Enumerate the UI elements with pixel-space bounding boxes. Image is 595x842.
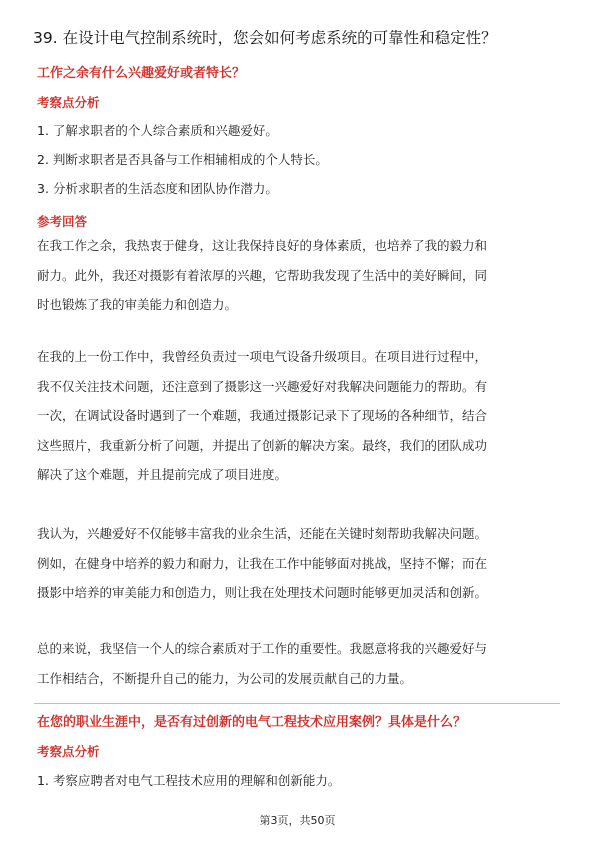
answer-paragraph	[37, 342, 557, 490]
analysis-heading: 考察点分析	[37, 95, 100, 110]
paragraph-line: 时也锻炼了我的审美能力和创造力。	[37, 297, 238, 312]
paragraph-line: 在我工作之余，我热衷于健身，这让我保持良好的身体素质，也培养了我的毅力和	[37, 238, 488, 253]
paragraph-line: 总的来说，我坚信一个人的综合素质对于工作的重要性。我愿意将我的兴趣爱好与	[37, 641, 488, 656]
analysis-item: 1. 了解求职者的个人综合素质和兴趣爱好。	[37, 123, 278, 138]
paragraph-line: 解决了这个难题，并且提前完成了项目进度。	[37, 467, 288, 482]
paragraph-line: 工作相结合，不断提升自己的能力，为公司的发展贡献自己的力量。	[37, 670, 413, 686]
paragraph-line: 这些照片，我重新分析了问题，并提出了创新的解决方案。最终，我们的团队成功	[37, 437, 488, 453]
answer-paragraph	[37, 519, 557, 608]
interview-question-hobbies: 工作之余有什么兴趣爱好或者特长？	[37, 66, 246, 81]
section-divider	[34, 703, 560, 704]
analysis-item: 1. 考察应聘者对电气工程技术应用的理解和创新能力。	[37, 773, 341, 788]
paragraph-line: 我不仅关注技术问题，还注意到了摄影这一兴趣爱好对我解决问题能力的帮助。有	[37, 378, 488, 394]
interview-question-innovation: 在您的职业生涯中，是否有过创新的电气工程技术应用案例？具体是什么？	[37, 715, 467, 730]
analysis-item: 3. 分析求职者的生活态度和团队协作潜力。	[37, 181, 278, 196]
page-number: 第3页，共50页	[259, 814, 336, 827]
paragraph-line: 我认为，兴趣爱好不仅能够丰富我的业余生活，还能在关键时刻帮助我解决问题。	[37, 526, 488, 541]
answer-paragraph	[37, 231, 557, 320]
analysis-heading: 考察点分析	[37, 744, 100, 759]
paragraph-line: 一次，在调试设备时遇到了一个难题，我通过摄影记录下了现场的各种细节，结合	[37, 408, 488, 423]
paragraph-line: 例如，在健身中培养的毅力和耐力，让我在工作中能够面对挑战，坚持不懈；而在	[37, 555, 488, 571]
analysis-item: 2. 判断求职者是否具备与工作相辅相成的个人特长。	[37, 152, 328, 167]
paragraph-line: 摄影中培养的审美能力和创造力，则让我在处理技术问题时能够更加灵活和创新。	[37, 585, 488, 600]
answer-heading: 参考回答	[37, 214, 88, 229]
question-title: 39. 在设计电气控制系统时，您会如何考虑系统的可靠性和稳定性？	[33, 29, 497, 47]
answer-paragraph	[37, 634, 557, 693]
paragraph-line: 在我的上一份工作中，我曾经负责过一项电气设备升级项目。在项目进行过程中，	[37, 349, 488, 364]
paragraph-line: 耐力。此外，我还对摄影有着浓厚的兴趣，它帮助我发现了生活中的美好瞬间，同	[37, 267, 488, 283]
